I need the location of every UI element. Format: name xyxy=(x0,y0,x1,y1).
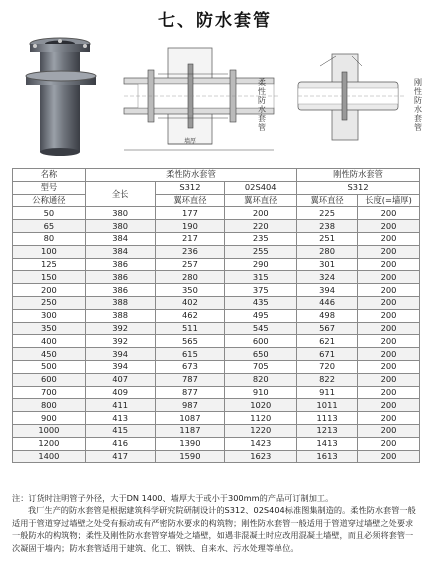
table-cell: 100 xyxy=(13,245,86,258)
table-cell: 200 xyxy=(358,284,420,297)
header-ring-diameter: 翼环直径 xyxy=(225,194,297,207)
table-cell: 200 xyxy=(358,258,420,271)
table-cell: 220 xyxy=(225,220,297,233)
table-cell: 300 xyxy=(13,309,86,322)
table-cell: 280 xyxy=(155,271,225,284)
table-cell: 900 xyxy=(13,412,86,425)
table-cell: 350 xyxy=(13,322,86,335)
illustration-area xyxy=(10,34,424,158)
table-cell: 450 xyxy=(13,348,86,361)
table-cell: 238 xyxy=(297,220,358,233)
rigid-sleeve-label: 刚性防水套管 xyxy=(414,78,422,132)
header-nominal-diameter: 公称通径 xyxy=(13,194,86,207)
table-cell: 394 xyxy=(297,284,358,297)
table-cell: 200 xyxy=(358,450,420,463)
table-cell: 1390 xyxy=(155,437,225,450)
header-ring-diameter: 翼环直径 xyxy=(155,194,225,207)
header-model: 型号 xyxy=(13,181,86,194)
table-cell: 200 xyxy=(358,245,420,258)
table-cell: 200 xyxy=(358,412,420,425)
table-cell: 673 xyxy=(155,360,225,373)
table-cell: 435 xyxy=(225,296,297,309)
table-cell: 200 xyxy=(358,271,420,284)
table-cell: 462 xyxy=(155,309,225,322)
table-cell: 394 xyxy=(85,348,155,361)
header-flexible: 柔性防水套管 xyxy=(85,169,296,182)
table-cell: 200 xyxy=(358,309,420,322)
table-cell: 1120 xyxy=(225,412,297,425)
table-cell: 190 xyxy=(155,220,225,233)
table-cell: 650 xyxy=(225,348,297,361)
page-title: 七、防水套管 xyxy=(158,11,272,31)
table-cell: 384 xyxy=(85,245,155,258)
table-row xyxy=(13,232,420,245)
table-row xyxy=(13,373,420,386)
table-cell: 177 xyxy=(155,207,225,220)
header-02s404: 02S404 xyxy=(225,181,297,194)
table-cell: 1187 xyxy=(155,424,225,437)
table-cell: 392 xyxy=(85,335,155,348)
header-total-length: 全长 xyxy=(85,181,155,207)
table-cell: 1000 xyxy=(13,424,86,437)
table-cell: 200 xyxy=(358,386,420,399)
table-cell: 567 xyxy=(297,322,358,335)
table-cell: 446 xyxy=(297,296,358,309)
sleeve-product-photo xyxy=(20,34,102,158)
table-cell: 621 xyxy=(297,335,358,348)
table-cell: 411 xyxy=(85,399,155,412)
table-row xyxy=(13,399,420,412)
table-cell: 200 xyxy=(358,296,420,309)
table-cell: 200 xyxy=(13,284,86,297)
table-cell: 800 xyxy=(13,399,86,412)
table-cell: 250 xyxy=(13,296,86,309)
header-ring-diameter: 翼环直径 xyxy=(297,194,358,207)
table-row xyxy=(13,258,420,271)
table-cell: 257 xyxy=(155,258,225,271)
table-cell: 394 xyxy=(85,360,155,373)
table-cell: 200 xyxy=(358,232,420,245)
table-cell: 600 xyxy=(225,335,297,348)
table-cell: 700 xyxy=(13,386,86,399)
table-cell: 386 xyxy=(85,284,155,297)
table-row xyxy=(13,322,420,335)
table-row xyxy=(13,424,420,437)
table-cell: 413 xyxy=(85,412,155,425)
table-cell: 1220 xyxy=(225,424,297,437)
table-cell: 350 xyxy=(155,284,225,297)
table-cell: 384 xyxy=(85,232,155,245)
table-cell: 1011 xyxy=(297,399,358,412)
table-cell: 200 xyxy=(225,207,297,220)
table-cell: 200 xyxy=(358,437,420,450)
table-row xyxy=(13,360,420,373)
table-row xyxy=(13,309,420,322)
table-cell: 200 xyxy=(358,335,420,348)
table-cell: 65 xyxy=(13,220,86,233)
table-row xyxy=(13,437,420,450)
table-row xyxy=(13,450,420,463)
table-cell: 511 xyxy=(155,322,225,335)
table-cell: 1400 xyxy=(13,450,86,463)
table-cell: 415 xyxy=(85,424,155,437)
table-cell: 251 xyxy=(297,232,358,245)
table-row xyxy=(13,296,420,309)
table-cell: 1087 xyxy=(155,412,225,425)
table-cell: 417 xyxy=(85,450,155,463)
table-row xyxy=(13,245,420,258)
table-cell: 671 xyxy=(297,348,358,361)
table-cell: 1590 xyxy=(155,450,225,463)
table-cell: 498 xyxy=(297,309,358,322)
notes xyxy=(12,492,420,554)
table-cell: 820 xyxy=(225,373,297,386)
sleeve-spec-table xyxy=(12,168,420,463)
table-cell: 1113 xyxy=(297,412,358,425)
table-cell: 787 xyxy=(155,373,225,386)
table-cell: 987 xyxy=(155,399,225,412)
table-cell: 280 xyxy=(297,245,358,258)
table-cell: 386 xyxy=(85,258,155,271)
table-cell: 125 xyxy=(13,258,86,271)
table-cell: 200 xyxy=(358,348,420,361)
table-cell: 495 xyxy=(225,309,297,322)
table-cell: 500 xyxy=(13,360,86,373)
header-rigid: 刚性防水套管 xyxy=(297,169,420,182)
table-cell: 290 xyxy=(225,258,297,271)
table-row xyxy=(13,386,420,399)
table-cell: 50 xyxy=(13,207,86,220)
table-cell: 200 xyxy=(358,220,420,233)
table-cell: 80 xyxy=(13,232,86,245)
table-cell: 615 xyxy=(155,348,225,361)
table-cell: 324 xyxy=(297,271,358,284)
table-cell: 200 xyxy=(358,399,420,412)
table-cell: 200 xyxy=(358,207,420,220)
table-cell: 720 xyxy=(297,360,358,373)
table-cell: 565 xyxy=(155,335,225,348)
table-row xyxy=(13,284,420,297)
flexible-sleeve-label: 柔性防水套管 xyxy=(258,78,266,132)
table-cell: 200 xyxy=(358,322,420,335)
note-line: 注：订货时注明管子外径，大于DN 1400、墙厚大于或小于300mm的产品可订制加工。 xyxy=(12,493,334,503)
table-cell: 822 xyxy=(297,373,358,386)
table-cell: 301 xyxy=(297,258,358,271)
table-cell: 255 xyxy=(225,245,297,258)
table-cell: 388 xyxy=(85,309,155,322)
table-row xyxy=(13,412,420,425)
header-length: 长度(=墙厚) xyxy=(358,194,420,207)
header-name: 名称 xyxy=(13,169,86,182)
wall-thickness-label: 墙厚 xyxy=(184,138,197,145)
table-cell: 1200 xyxy=(13,437,86,450)
header-s312-flex: S312 xyxy=(155,181,225,194)
table-cell: 407 xyxy=(85,373,155,386)
table-cell: 225 xyxy=(297,207,358,220)
table-cell: 235 xyxy=(225,232,297,245)
table-row xyxy=(13,220,420,233)
table-cell: 236 xyxy=(155,245,225,258)
table-row xyxy=(13,335,420,348)
table-cell: 400 xyxy=(13,335,86,348)
table-row xyxy=(13,348,420,361)
table-cell: 1423 xyxy=(225,437,297,450)
table-cell: 1623 xyxy=(225,450,297,463)
table-cell: 600 xyxy=(13,373,86,386)
description-paragraph: 我厂生产的防水套管是根据建筑科学研究院研制设计的S312、02S404标准图集制造的。柔性防水套管一般适用于管道穿过墙壁之处受有振动或有严密防水要求的构筑物；刚性防水套管一般适用于管道穿过墙壁之处要求一般防水的构筑物；柔性及刚性防水套管穿墙处之墙壁，如遇非混凝土时应改用混凝土墙壁，而且必须将套管一次凝固于墙内；防水套管适用于建筑、化工、钢铁、自来水、污水处理等单位。 xyxy=(12,505,416,553)
table-cell: 200 xyxy=(358,360,420,373)
table-cell: 402 xyxy=(155,296,225,309)
table-cell: 1020 xyxy=(225,399,297,412)
table-cell: 1613 xyxy=(297,450,358,463)
table-cell: 877 xyxy=(155,386,225,399)
table-cell: 392 xyxy=(85,322,155,335)
table-cell: 380 xyxy=(85,207,155,220)
table-cell: 200 xyxy=(358,373,420,386)
table-cell: 217 xyxy=(155,232,225,245)
table-cell: 545 xyxy=(225,322,297,335)
table-cell: 388 xyxy=(85,296,155,309)
table-row xyxy=(13,207,420,220)
table-cell: 416 xyxy=(85,437,155,450)
table-cell: 375 xyxy=(225,284,297,297)
table-cell: 386 xyxy=(85,271,155,284)
rigid-sleeve-diagram xyxy=(296,52,430,142)
table-cell: 705 xyxy=(225,360,297,373)
table-cell: 910 xyxy=(225,386,297,399)
table-cell: 380 xyxy=(85,220,155,233)
table-cell: 409 xyxy=(85,386,155,399)
table-cell: 1213 xyxy=(297,424,358,437)
table-cell: 315 xyxy=(225,271,297,284)
table-cell: 1413 xyxy=(297,437,358,450)
table-cell: 150 xyxy=(13,271,86,284)
table-cell: 200 xyxy=(358,424,420,437)
header-s312-rigid: S312 xyxy=(297,181,420,194)
table-cell: 911 xyxy=(297,386,358,399)
table-row xyxy=(13,271,420,284)
